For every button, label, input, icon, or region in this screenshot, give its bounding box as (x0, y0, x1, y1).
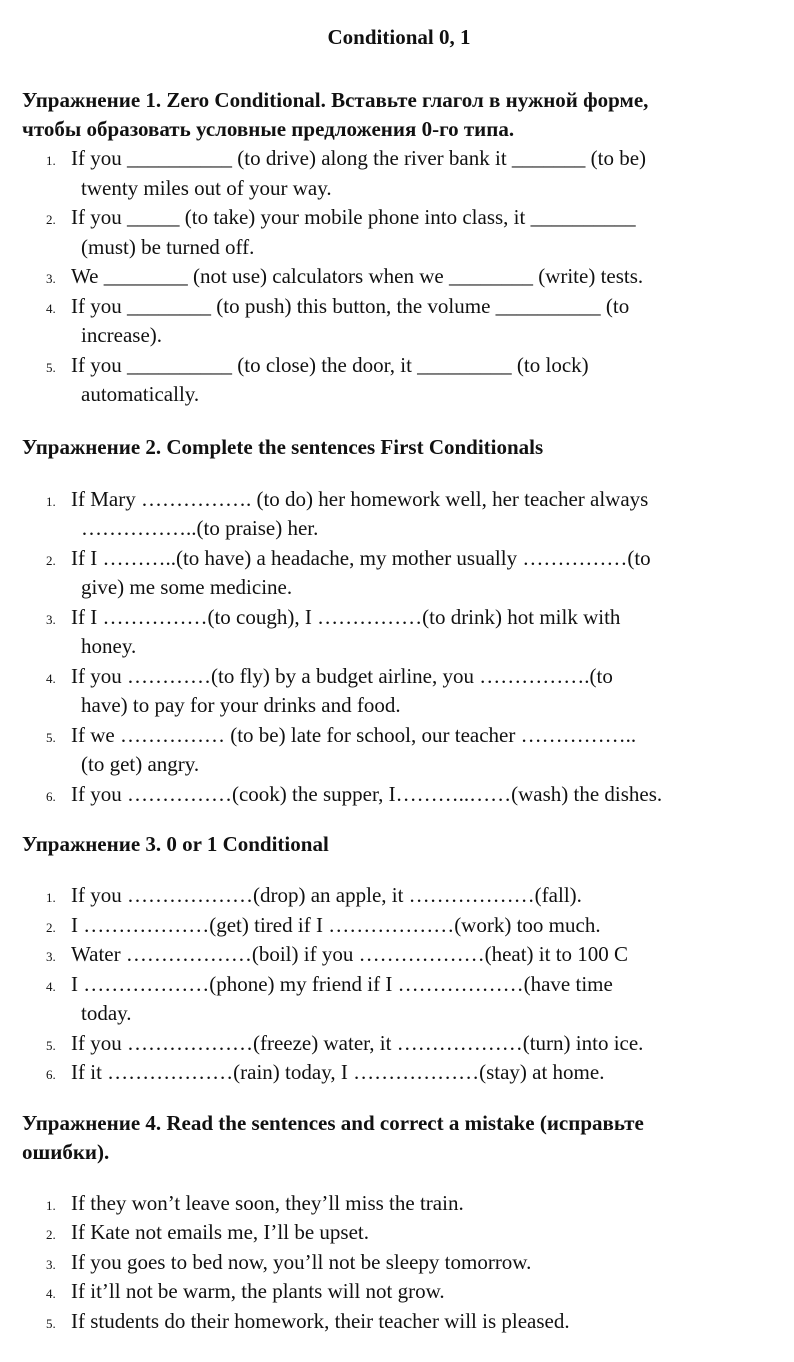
item-number: 3. (46, 949, 56, 964)
item-text: If students do their homework, their teacher will is pleased. (71, 1308, 570, 1333)
list-item (22, 351, 776, 410)
list-item (22, 1248, 776, 1278)
item-text: If you __________ (to drive) along the river bank it _______ (to be) (71, 146, 647, 170)
exercise-3-heading: Упражнение 3. 0 or 1 Conditional (22, 832, 329, 856)
item-number: 2. (46, 1227, 56, 1242)
list-item (22, 1307, 776, 1337)
item-text: If I ………..(to have) a headache, my mother usually ……………(to (71, 545, 651, 570)
item-text-continued: automatically. (81, 382, 200, 406)
item-text: If you goes to bed now, you’ll not be sleepy tomorrow. (71, 1249, 532, 1274)
item-number: 5. (46, 1315, 56, 1331)
exercise-4-heading-line-2: ошибки). (22, 1139, 110, 1164)
item-text: Water ………………(boil) if you ………………(heat) it to 100 C (71, 942, 629, 966)
exercise-2-list (22, 485, 776, 810)
list-item (22, 721, 776, 780)
exercise-3 (22, 830, 776, 1088)
item-text: If you _____ (to take) your mobile phone into class, it __________ (71, 205, 636, 229)
item-number: 5. (46, 729, 56, 745)
exercise-1 (22, 86, 776, 410)
item-text-continued: ……………..(to praise) her. (81, 516, 319, 540)
list-item (22, 1029, 776, 1059)
item-number: 1. (46, 890, 56, 905)
list-item (22, 292, 776, 351)
item-number: 1. (46, 1197, 56, 1213)
item-number: 2. (46, 552, 56, 568)
item-number: 5. (46, 359, 56, 375)
item-text-continued: (must) be turned off. (81, 234, 255, 259)
item-text: If you ………………(freeze) water, it ………………(turn) into ice. (71, 1030, 644, 1055)
item-number: 1. (46, 153, 56, 168)
list-item (22, 203, 776, 262)
list-item (22, 603, 776, 662)
item-text: If it’ll not be warm, the plants will not grow. (71, 1279, 445, 1303)
item-text: If you __________ (to close) the door, it _________ (to lock) (71, 352, 589, 377)
list-item (22, 940, 776, 970)
item-number: 3. (46, 1256, 56, 1272)
item-number: 6. (46, 788, 56, 804)
item-text-continued: honey. (81, 634, 137, 658)
list-item (22, 911, 776, 941)
item-number: 2. (46, 212, 56, 227)
item-text: If Mary ……………. (to do) her homework well, her teacher always (71, 486, 649, 511)
item-text-continued: (to get) angry. (81, 752, 200, 776)
item-text: If they won’t leave soon, they’ll miss the train. (71, 1190, 464, 1215)
item-text: If we …………… (to be) late for school, our teacher …………….. (71, 722, 637, 747)
item-text-continued: increase). (81, 323, 163, 347)
list-item (22, 780, 776, 810)
item-text-continued: twenty miles out of your way. (81, 175, 332, 200)
exercise-2 (22, 433, 776, 810)
list-item (22, 1277, 776, 1307)
list-item (22, 1189, 776, 1219)
item-text: If you ________ (to push) this button, the volume __________ (to (71, 293, 630, 318)
item-number: 4. (46, 300, 56, 316)
exercise-4-heading (22, 1109, 776, 1167)
item-text: If Kate not emails me, I’ll be upset. (71, 1220, 369, 1244)
item-number: 2. (46, 919, 56, 935)
exercise-1-list (22, 144, 776, 410)
exercise-2-heading: Упражнение 2. Complete the sentences First Conditionals (22, 434, 544, 459)
list-item (22, 262, 776, 292)
exercise-4-list (22, 1189, 776, 1337)
exercise-4 (22, 1109, 776, 1337)
exercise-1-heading (22, 86, 776, 144)
item-number: 4. (46, 1286, 56, 1301)
item-number: 5. (46, 1037, 56, 1053)
exercise-3-list (22, 881, 776, 1088)
item-number: 3. (46, 271, 56, 286)
item-number: 6. (46, 1067, 56, 1082)
item-number: 1. (46, 493, 56, 509)
list-item (22, 662, 776, 721)
item-number: 3. (46, 611, 56, 627)
item-text-continued: have) to pay for your drinks and food. (81, 693, 401, 717)
exercise-4-heading-line-1: Упражнение 4. Read the sentences and correct a mistake (исправьте (22, 1110, 644, 1135)
item-text: If I ……………(to cough), I ……………(to drink) hot milk with (71, 604, 621, 629)
item-text: If you …………(to fly) by a budget airline, you …………….(to (71, 663, 613, 688)
list-item (22, 485, 776, 544)
list-item (22, 1058, 776, 1088)
item-text-continued: today. (81, 1001, 132, 1025)
list-item (22, 144, 776, 203)
item-text: If you ………………(drop) an apple, it ………………(fall). (71, 883, 582, 907)
exercise-1-heading-line-2: чтобы образовать условные предложения 0-го типа. (22, 117, 515, 141)
list-item (22, 1218, 776, 1248)
list-item (22, 544, 776, 603)
item-text-continued: give) me some medicine. (81, 575, 293, 599)
item-number: 4. (46, 978, 56, 994)
item-text: If it ………………(rain) today, I ………………(stay) at home. (71, 1060, 605, 1084)
item-number: 4. (46, 670, 56, 686)
item-text: I ………………(phone) my friend if I ………………(have time (71, 971, 613, 996)
list-item (22, 970, 776, 1029)
list-item (22, 881, 776, 911)
item-text: If you ……………(cook) the supper, I………..……(wash) the dishes. (71, 781, 663, 806)
exercise-1-heading-line-1: Упражнение 1. Zero Conditional. Вставьте глагол в нужной форме, (22, 88, 649, 112)
item-text: I ………………(get) tired if I ………………(work) too much. (71, 912, 601, 937)
item-text: We ________ (not use) calculators when we ________ (write) tests. (71, 264, 644, 288)
page-title: Conditional 0, 1 (327, 25, 471, 49)
